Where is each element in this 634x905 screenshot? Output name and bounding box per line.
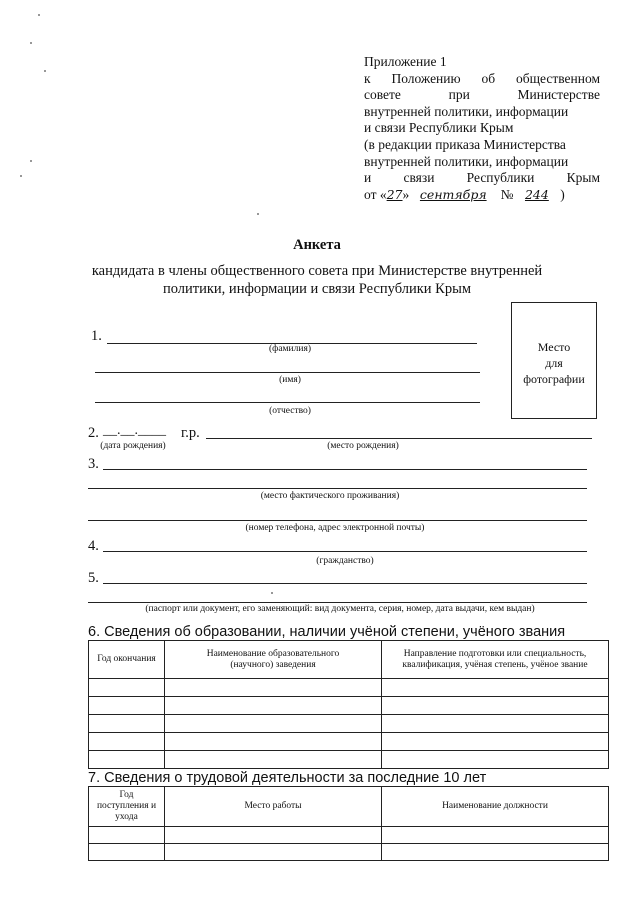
- birthplace-caption: (место рождения): [327, 441, 399, 451]
- scan-speck: [257, 213, 259, 215]
- scan-speck: [30, 42, 32, 44]
- birthdate-caption: (дата рождения): [100, 441, 166, 451]
- table-header-row: [89, 787, 609, 827]
- table-header-row: [89, 641, 609, 679]
- appendix-line: внутренней политики, информации: [364, 153, 569, 169]
- passport-caption: (паспорт или документ, его заменяющий: вид документа, серия, номер, дата выдачи, кем выдан): [145, 604, 535, 614]
- appendix-line: совете при Министерстве: [364, 87, 600, 103]
- education-table: [88, 640, 609, 769]
- appendix-block: [364, 54, 600, 203]
- appendix-line: (в редакции приказа Министерства: [364, 136, 566, 152]
- patronymic-line[interactable]: [95, 402, 480, 403]
- passport-line-2[interactable]: [88, 602, 587, 603]
- field-3-number: 3.: [88, 456, 99, 472]
- table-row[interactable]: [89, 697, 609, 715]
- order-day: 27: [386, 186, 403, 202]
- form-title: Анкета: [293, 237, 341, 253]
- table-row[interactable]: [89, 827, 609, 844]
- field-5-number: 5.: [88, 570, 99, 586]
- residence-line-1[interactable]: [103, 469, 587, 470]
- column-header: Год окончания: [89, 641, 165, 679]
- work-table: [88, 786, 609, 861]
- field-2-number: 2.: [88, 425, 99, 441]
- surname-caption: (фамилия): [269, 344, 311, 354]
- citizenship-caption: (гражданство): [316, 556, 374, 566]
- column-header: Год поступления и ухода: [89, 787, 165, 827]
- column-header: Место работы: [165, 787, 382, 827]
- scan-speck: [30, 160, 32, 162]
- table-row[interactable]: [89, 751, 609, 769]
- appendix-line: и связи Республики Крым: [364, 120, 514, 136]
- table-row[interactable]: [89, 679, 609, 697]
- patronymic-caption: (отчество): [269, 406, 311, 416]
- field-4-number: 4.: [88, 538, 99, 554]
- scan-speck: [271, 592, 273, 594]
- work-heading: 7. Сведения о трудовой деятельности за последние 10 лет: [88, 770, 487, 786]
- scan-speck: [44, 70, 46, 72]
- order-month: сентября: [419, 186, 487, 202]
- scan-speck: [20, 175, 22, 177]
- order-reference: от «27» сентября № 244 ): [364, 186, 565, 202]
- field-1-number: 1.: [91, 328, 102, 344]
- residence-line-2[interactable]: [88, 488, 587, 489]
- birth-year-suffix: г.р.: [181, 425, 200, 441]
- table-row[interactable]: [89, 844, 609, 861]
- column-header: Направление подготовки или специальность, квалификация, учёная степень, учёное звание: [382, 641, 609, 679]
- contacts-caption: (номер телефона, адрес электронной почты): [245, 523, 425, 533]
- passport-line-1[interactable]: [103, 583, 587, 584]
- citizenship-line[interactable]: [103, 551, 587, 552]
- column-header: Наименование образовательного (научного) заведения: [165, 641, 382, 679]
- column-header: Наименование должности: [382, 787, 609, 827]
- form-subtitle: кандидата в члены общественного совета при Министерстве внутренней политики, информации и связи Республики Крым: [91, 263, 543, 297]
- order-number: 244: [524, 186, 549, 202]
- appendix-line: к Положению об общественном: [364, 70, 600, 86]
- contacts-line[interactable]: [88, 520, 587, 521]
- appendix-line: внутренней политики, информации: [364, 103, 569, 119]
- name-caption: (имя): [279, 375, 301, 385]
- education-heading: 6. Сведения об образовании, наличии учёной степени, учёного звания: [88, 624, 566, 640]
- scan-speck: [38, 14, 40, 16]
- appendix-title: Приложение 1: [364, 54, 447, 69]
- appendix-line: и связи Республики Крым: [364, 170, 600, 186]
- birthplace-line[interactable]: [206, 438, 592, 439]
- residence-caption: (место фактического проживания): [260, 491, 400, 501]
- photo-placeholder: Место для фотографии: [511, 302, 597, 419]
- table-row[interactable]: [89, 733, 609, 751]
- birthdate-blank[interactable]: __.__.____: [103, 423, 166, 438]
- table-row[interactable]: [89, 715, 609, 733]
- name-line[interactable]: [95, 372, 480, 373]
